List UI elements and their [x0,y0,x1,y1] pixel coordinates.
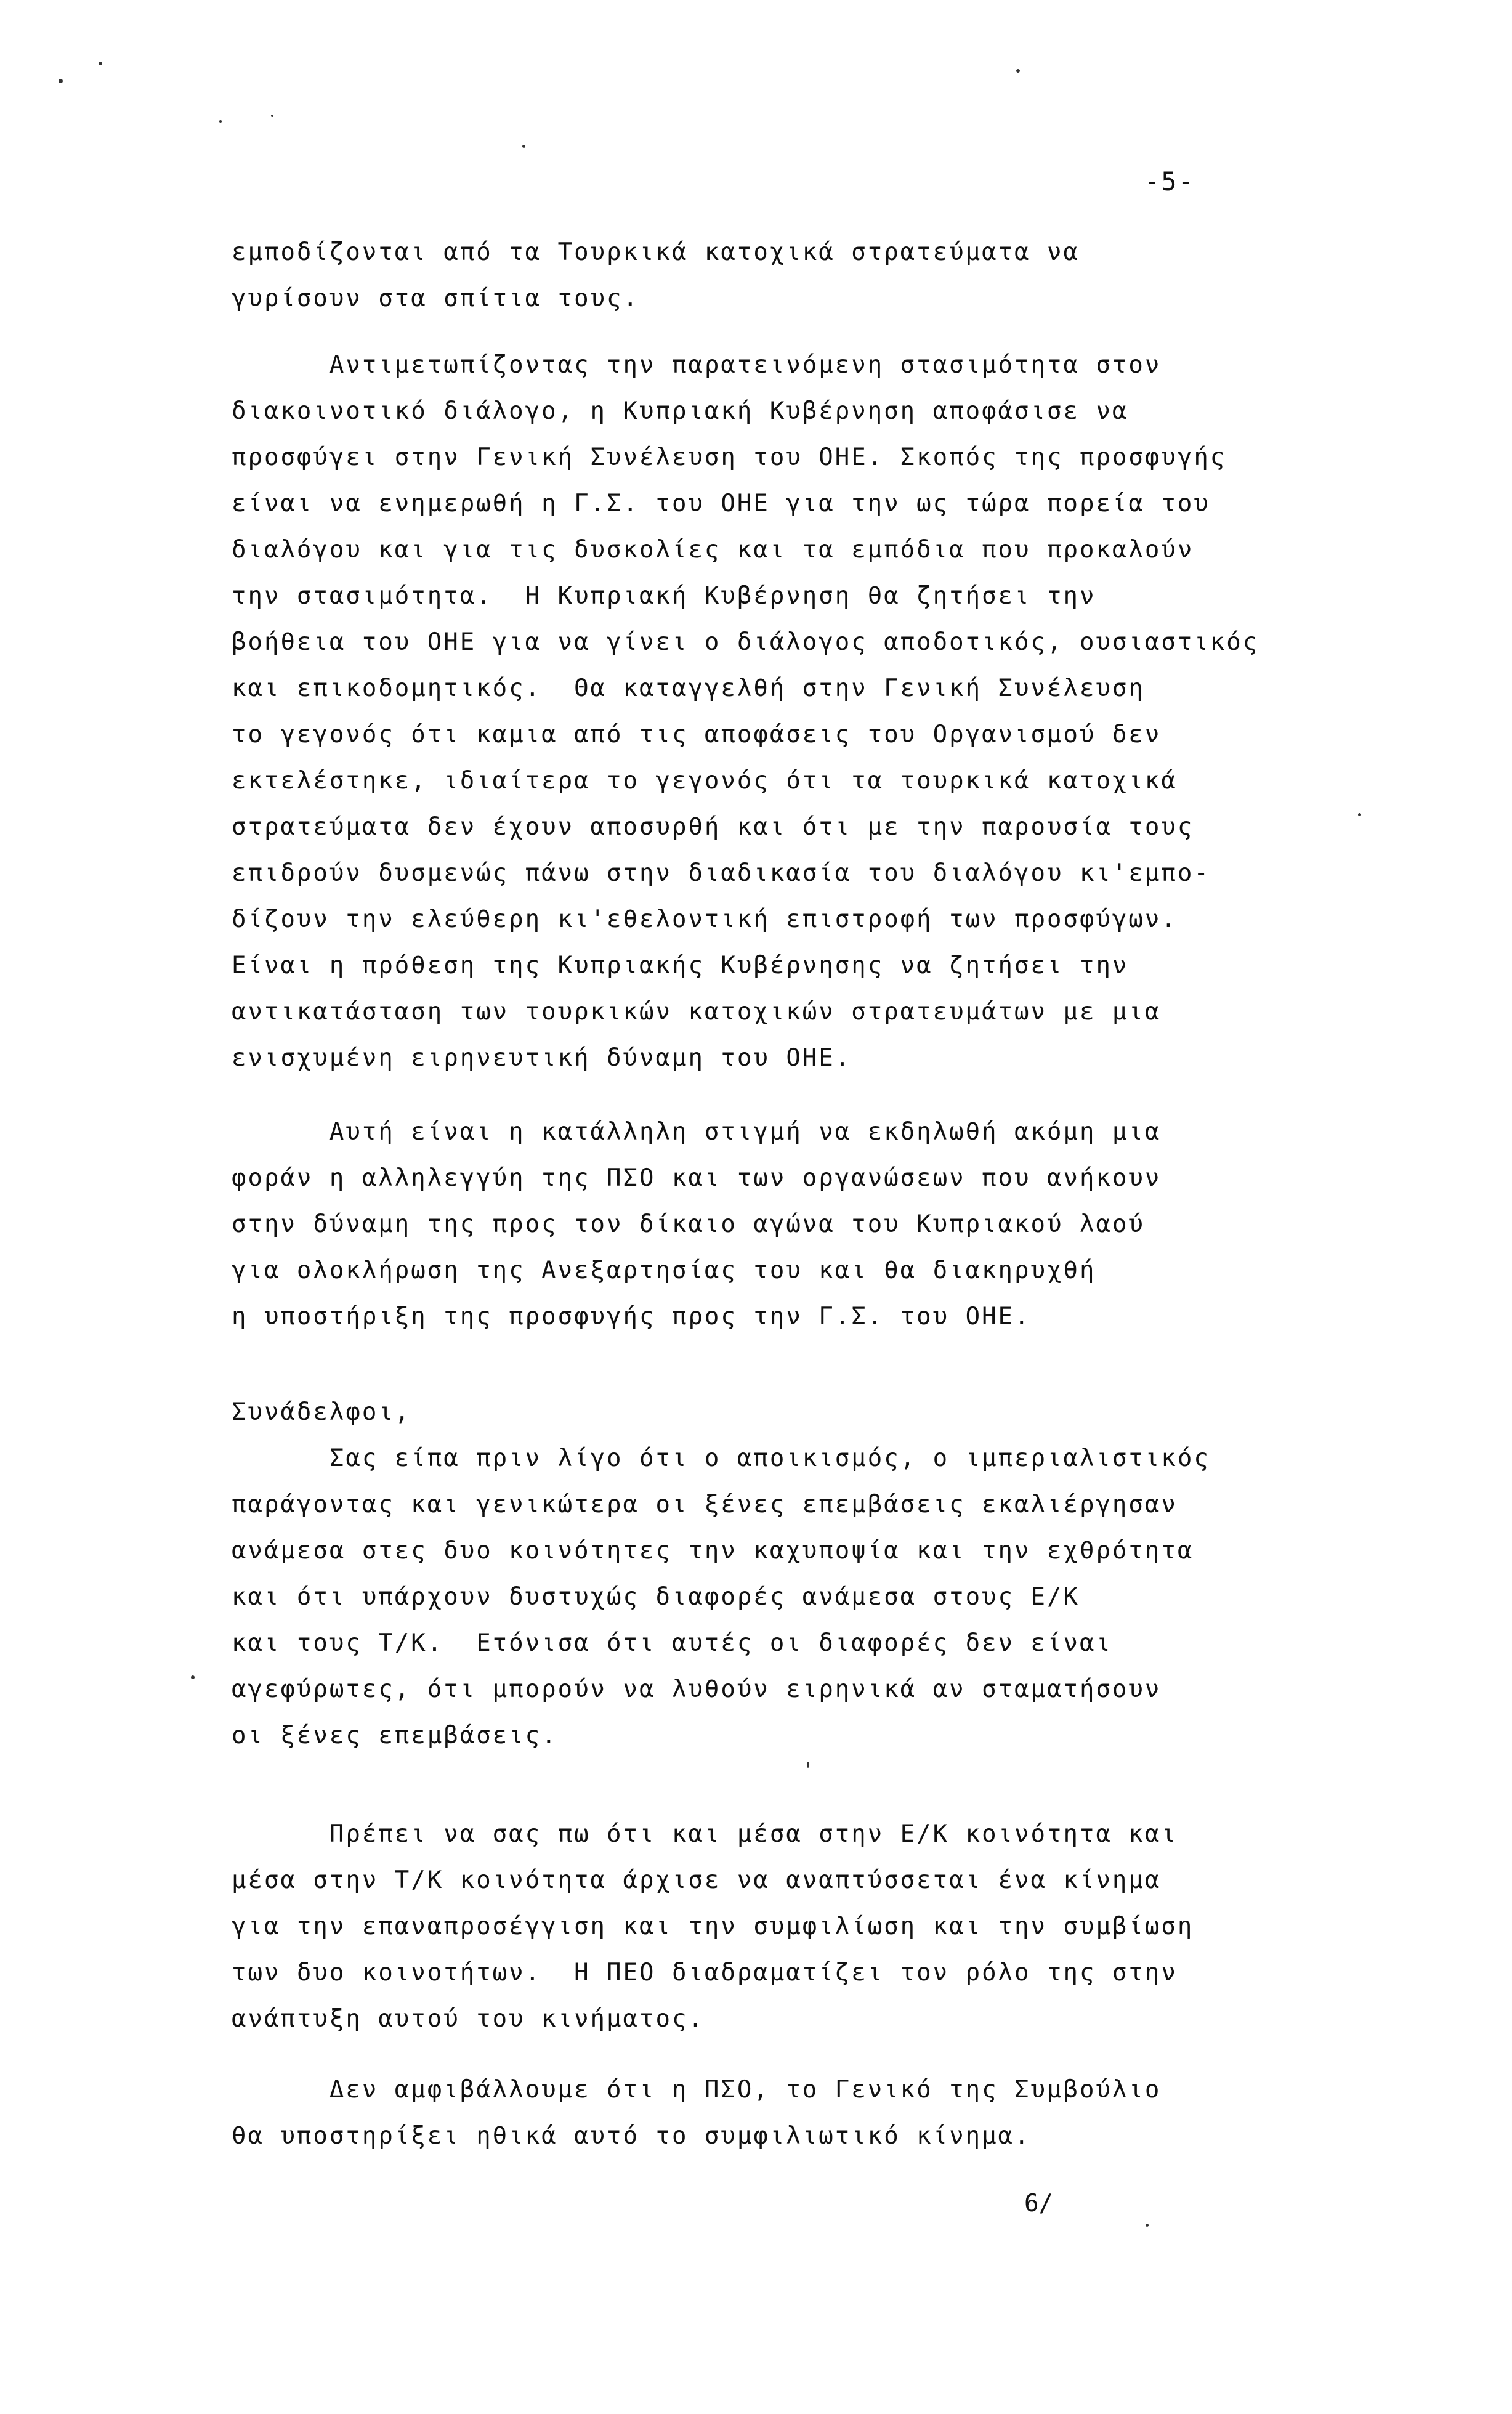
scan-speck [99,62,102,65]
text-line: και ότι υπάρχουν δυστυχώς διαφορές ανάμεσα στους Ε/Κ [232,1583,1080,1611]
scan-speck [59,79,63,83]
text-line: και τους Τ/Κ. Ετόνισα ότι αυτές οι διαφορές δεν είναι [232,1629,1112,1657]
text-line: θα υποστηρίξει ηθικά αυτό το συμφιλιωτικό κίνημα. [232,2122,1031,2150]
text-line: εκτελέστηκε, ιδιαίτερα το γεγονός ότι τα τουρκικά κατοχικά [232,767,1178,795]
text-line: ενισχυμένη ειρηνευτική δύναμη του ΟΗΕ. [232,1044,852,1072]
text-line: Σας είπα πριν λίγο ότι ο αποικισμός, ο ιμπεριαλιστικός [232,1444,1210,1472]
paragraph [232,342,1402,1081]
text-line: οι ξένες επεμβάσεις. [232,1722,558,1749]
scan-speck [191,1675,195,1679]
text-line: η υποστήριξη της προσφυγής προς την Γ.Σ. του ΟΗΕ. [232,1303,1031,1331]
text-line: ανάμεσα στες δυο κοινότητες την καχυποψία και την εχθρότητα [232,1537,1194,1565]
text-line: για ολοκλήρωση της Ανεξαρτησίας του και θα διακηρυχθή [232,1257,1096,1284]
text-line: το γεγονός ότι καμια από τις αποφάσεις του Οργανισμού δεν [232,721,1162,748]
text-line: Δεν αμφιβάλλουμε ότι η ΠΣΟ, το Γενικό της Συμβούλιο [232,2076,1162,2104]
text-line: αγεφύρωτες, ότι μπορούν να λυθούν ειρηνικά αν σταματήσουν [232,1675,1162,1703]
text-line: στην δύναμη της προς τον δίκαιο αγώνα του Κυπριακού λαού [232,1210,1145,1238]
text-line: φοράν η αλληλεγγύη της ΠΣΟ και των οργανώσεων που ανήκουν [232,1164,1162,1192]
scan-speck [219,120,222,123]
scan-speck [271,115,273,117]
text-line: την στασιμότητα. Η Κυπριακή Κυβέρνηση θα ζητήσει την [232,582,1096,610]
paragraph [232,1389,1402,1759]
text-line: ανάπτυξη αυτού του κινήματος. [232,2005,705,2033]
text-line: παράγοντας και γενικώτερα οι ξένες επεμβάσεις εκαλιέργησαν [232,1491,1178,1518]
text-line: στρατεύματα δεν έχουν αποσυρθή και ότι με την παρουσία τους [232,813,1194,841]
text-line: μέσα στην Τ/Κ κοινότητα άρχισε να αναπτύσσεται ένα κίνημα [232,1866,1162,1894]
text-line: Αντιμετωπίζοντας την παρατεινόμενη στασιμότητα στον [232,351,1162,379]
paragraph [232,229,1402,322]
text-line: των δυο κοινοτήτων. Η ΠΕΟ διαδραματίζει τον ρόλο της στην [232,1959,1178,1987]
text-line: διαλόγου και για τις δυσκολίες και τα εμπόδια που προκαλούν [232,536,1194,564]
scan-speck [522,145,525,148]
scan-speck [1016,69,1020,73]
scan-speck [1146,2224,1149,2227]
text-line: δίζουν την ελεύθερη κι'εθελοντική επιστροφή των προσφύγων. [232,905,1178,933]
text-line: προσφύγει στην Γενική Συνέλευση του ΟΗΕ. Σκοπός της προσφυγής [232,444,1227,471]
paragraph [232,1109,1402,1340]
text-line: Είναι η πρόθεση της Κυπριακής Κυβέρνησης να ζητήσει την [232,952,1129,979]
scan-speck [807,1762,809,1768]
next-page-reference: 6/ [1024,2190,1053,2218]
text-line: επιδρούν δυσμενώς πάνω στην διαδικασία του διαλόγου κι'εμπο- [232,859,1210,887]
paragraph [232,2067,1402,2159]
text-line: βοήθεια του ΟΗΕ για να γίνει ο διάλογος αποδοτικός, ουσιαστικός [232,628,1259,656]
text-line: είναι να ενημερωθή η Γ.Σ. του ΟΗΕ για την ως τώρα πορεία του [232,490,1210,517]
text-line: γυρίσουν στα σπίτια τους. [232,285,639,312]
text-line: εμποδίζονται από τα Τουρκικά κατοχικά στρατεύματα να [232,238,1080,266]
page-number: -5- [1144,166,1195,196]
text-line: Πρέπει να σας πω ότι και μέσα στην Ε/Κ κοινότητα και [232,1820,1178,1848]
text-line: Αυτή είναι η κατάλληλη στιγμή να εκδηλωθή ακόμη μια [232,1118,1162,1146]
salutation: Συνάδελφοι, [232,1398,411,1426]
text-line: για την επαναπροσέγγιση και την συμφιλίωση και την συμβίωση [232,1913,1194,1940]
paragraph [232,1811,1402,2042]
text-line: και επικοδομητικός. Θα καταγγελθή στην Γενική Συνέλευση [232,674,1145,702]
text-line: αντικατάσταση των τουρκικών κατοχικών στρατευμάτων με μια [232,998,1162,1026]
text-line: διακοινοτικό διάλογο, η Κυπριακή Κυβέρνηση αποφάσισε να [232,397,1129,425]
